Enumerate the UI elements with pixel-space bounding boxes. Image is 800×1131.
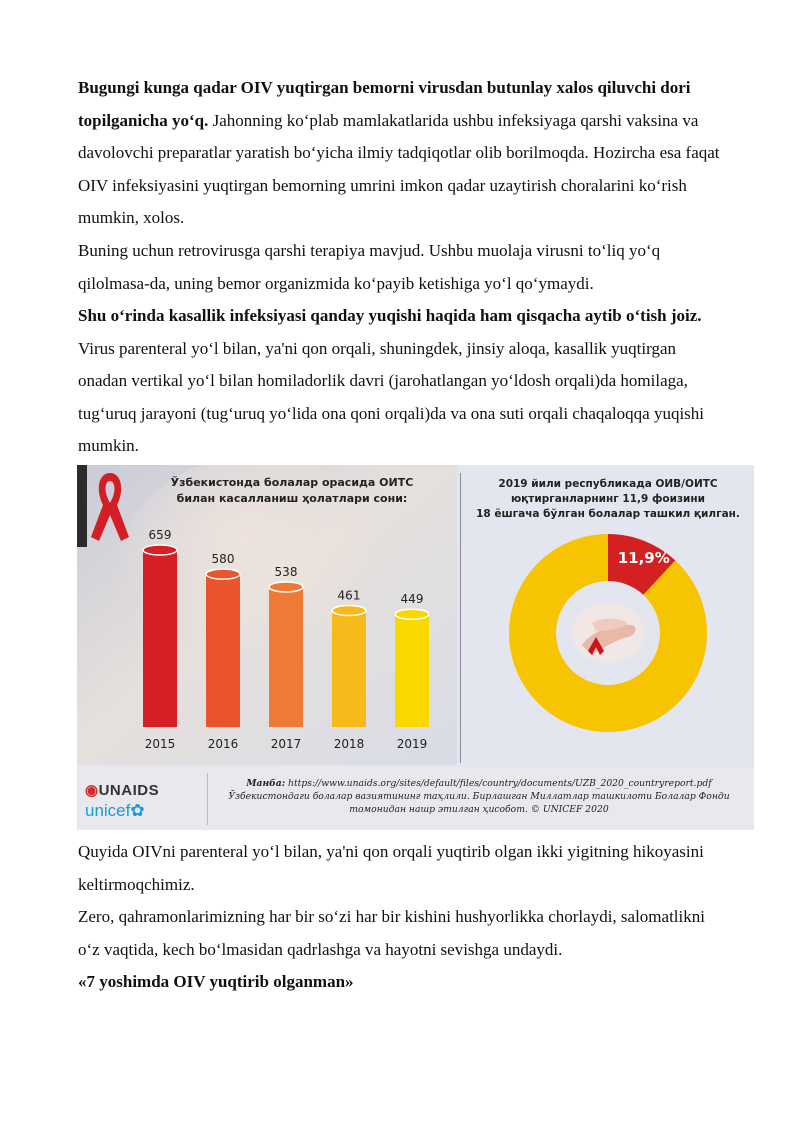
pie-chart-title-line3: 18 ёшгача бўлган болалар ташкил қилган.	[476, 508, 740, 520]
bar-value-label-2016: 580	[211, 552, 235, 567]
paragraph-transmission	[78, 300, 728, 463]
bar-cap-2015	[143, 545, 177, 555]
hands-ribbon-icon	[572, 603, 644, 663]
paragraph-motivation: Zero, qahramonlarimizning har bir so‘zi har bir kishini hushyorlikka chorlaydi, salomatlikni o‘z vaqtida, kech bo‘lmasidan qadrlashga va hayotni sevishga undaydi.	[78, 907, 705, 959]
pie-chart-children-share	[462, 465, 754, 765]
paragraph-stories-intro: Quyida OIVni parenteral yo‘l bilan, ya'ni qon orqali yuqtirib olgan ikki yigitning hikoyasini keltirmoqchimiz.	[78, 842, 704, 894]
x-tick-label-2018: 2018	[333, 737, 365, 751]
bar-value-label-2018: 461	[337, 588, 361, 603]
transmission-text: Virus parenteral yo‘l bilan, ya'ni qon orqali, shuningdek, jinsiy aloqa, kasallik yuqtirgan onadan vertikal yo‘l bilan homiladorlik davri (jarohatlangan yo‘ldosh orqali)da homilaga, tug‘uruq jarayoni (tug‘uruq yo‘lida ona qoni orqali)da va ona suti orqali chaqaloqqa yuqishi mumkin.	[78, 338, 705, 455]
bar-cap-2016	[206, 569, 240, 579]
x-tick-label-2017: 2017	[270, 737, 302, 751]
source-line-2: Ўзбекистондаги болалар вазиятининг таҳлили. Бирлашган Миллатлар ташкилоти Болалар Фонди	[228, 791, 730, 802]
bar-value-label-2017: 538	[274, 564, 298, 579]
bar-value-label-2019: 449	[400, 592, 424, 607]
x-tick-label-2016: 2016	[207, 737, 239, 751]
paragraph-therapy: Buning uchun retrovirusga qarshi terapiya mavjud. Ushbu muolaja virusni to‘liq yo‘q qilolmasa-da, uning bemor organizmida ko‘payib ketishiga yo‘l qo‘ymaydi.	[78, 241, 661, 293]
bar-2019	[395, 614, 429, 727]
bar-chart-title-line1: Ўзбекистонда болалар орасида ОИТС	[170, 476, 414, 489]
bar-2018	[332, 611, 366, 727]
bar-value-label-2015: 659	[148, 528, 172, 542]
x-tick-label-2015: 2015	[144, 737, 176, 751]
transmission-bold-sentence: Shu o‘rinda kasallik infeksiyasi qanday yuqishi haqida ham qisqacha aytib o‘tish joiz.	[78, 306, 702, 325]
intro-bold-sentence: Bugungi kunga qadar OIV yuqtirgan bemorni virusdan butunlay xalos qiluvchi dori topilganicha yo‘q.	[78, 78, 691, 130]
pie-slice-label-0: 11,9%	[617, 549, 670, 568]
hiv-infographic	[77, 465, 754, 830]
bar-2016	[206, 574, 240, 727]
source-line-3: томонидан нашр этилган ҳисобот. © UNICEF 2020	[349, 804, 609, 815]
bar-chart-title-line2: билан касалланиш ҳолатлари сони:	[176, 492, 408, 505]
pie-chart-title-line2: юқтирганларнинг 11,9 фоизини	[510, 493, 706, 505]
source-footer	[77, 767, 754, 830]
paragraph-intro	[78, 72, 728, 235]
bar-2015	[143, 550, 177, 727]
dark-strip	[77, 465, 87, 547]
un-globe-icon: ◉	[85, 782, 99, 799]
source-divider	[207, 773, 208, 825]
bar-chart-children-hiv-cases	[77, 465, 457, 765]
bar-cap-2018	[332, 606, 366, 616]
section-heading: «7 yoshimda OIV yuqtirib olganman»	[78, 972, 354, 991]
source-line-1: Манба: https://www.unaids.org/sites/default/files/country/documents/UZB_2020_countryreport.pdf	[246, 778, 712, 789]
bar-cap-2017	[269, 582, 303, 592]
unicef-logo: unicef✿	[85, 801, 145, 820]
bar-cap-2019	[395, 609, 429, 619]
x-tick-label-2019: 2019	[396, 737, 428, 751]
source-citation	[209, 777, 749, 816]
pie-chart-title-line1: 2019 йили республикада ОИВ/ОИТС	[498, 478, 718, 490]
intro-text: Jahonning ko‘plab mamlakatlarida ushbu infeksiyaga qarshi vaksina va davolovchi preparatlar yaratish bo‘yicha ilmiy tadqiqotlar olib borilmoqda. Hozircha esa faqat OIV infeksiyasini yuqtirgan bemorning umrini imkon qadar uzaytirish choralarini ko‘rish mumkin, xolos.	[78, 110, 720, 227]
chart-separator	[460, 473, 461, 763]
unaids-logo: ◉UNAIDS	[85, 782, 160, 799]
bar-2017	[269, 587, 303, 727]
unicef-emblem-icon: ✿	[130, 801, 145, 820]
